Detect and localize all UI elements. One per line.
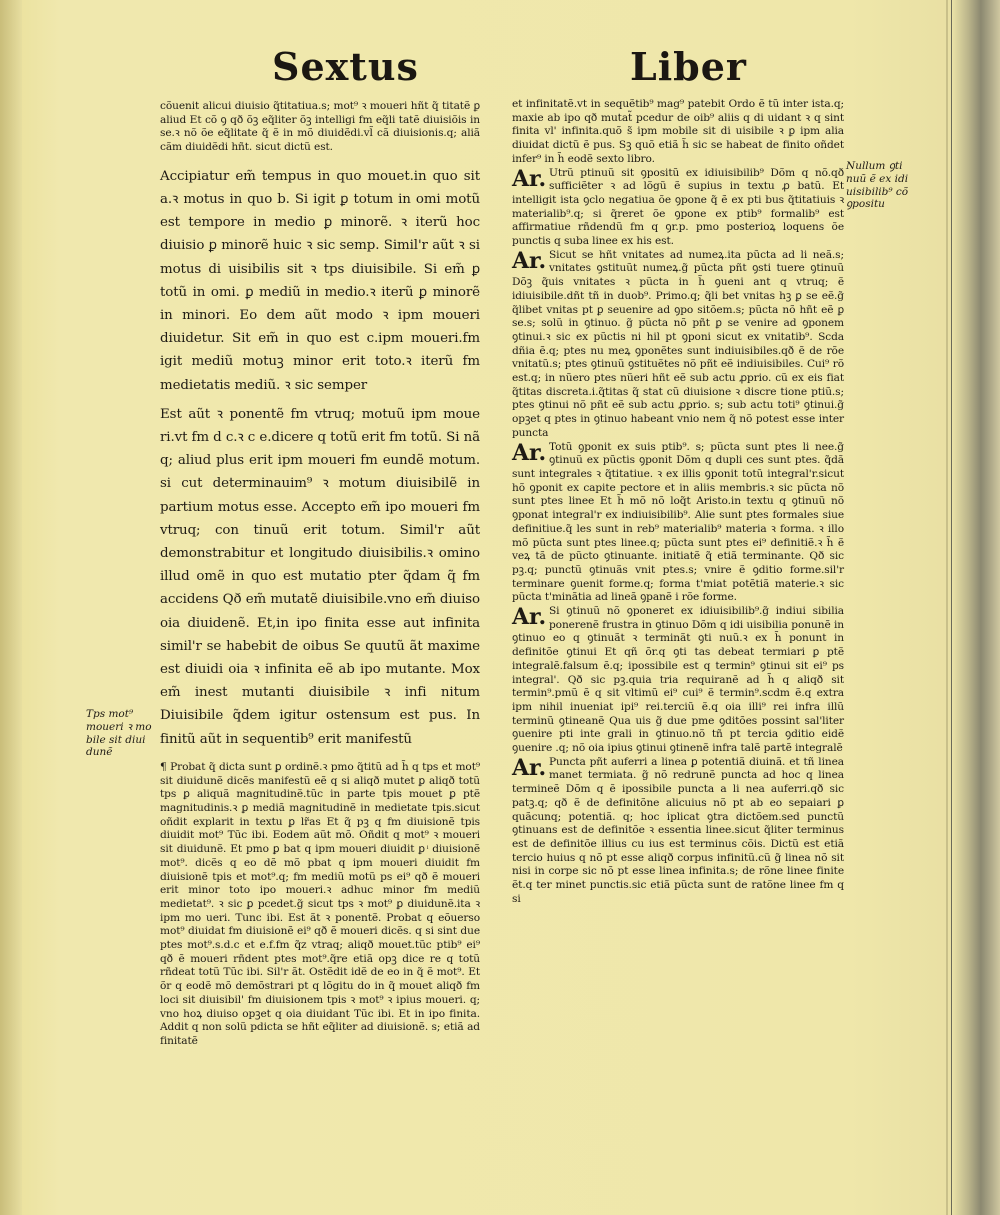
running-head-right: Liber	[630, 44, 747, 89]
running-head-left: Sextus	[272, 44, 419, 89]
left-column	[160, 100, 480, 1049]
argument-2	[512, 249, 844, 441]
margin-note-right: Nullum ꝯti nuũ ẽ ex idi uisibilib⁹ cõ ꝯpositu	[846, 160, 909, 211]
right-intro-text: et infinitatẽ.vt in sequẽtib⁹ mag⁹ patebit Ordo ẽ tũ inter ista.q; maxie ab ipo qð mutat̃ pcedur de oib⁹ aliis q di uidant ꝛ q sint finita vl' infinita.quõ s̃ ipm mobile sit di uisibile ꝛ ꝑ ipm alia diuidat dictũ ẽ pus. Sꝫ quõ etiã h̃ sic se habeat de finito oñdet infer⁹ in h̃ eodẽ sexto libro.	[512, 98, 844, 165]
argument-5	[512, 756, 844, 907]
margin-note-left: Tps mot⁹ moueri ꝛ mo bile sit diui dunẽ	[86, 708, 152, 759]
page-edge-line	[946, 0, 948, 1215]
commentary-text: ¶ Probat q̃ dicta sunt ꝑ ordinẽ.ꝛ pmo q̃titũ ad h̃ q tps et mot⁹ sit diuidunẽ dicẽs manifestũ eẽ q si aliqð mutet ꝑ aliqð totũ tps ꝑ aliquã magnitudinẽ.tũc in parte tpis mouet ꝑ ptẽ magnitudinis.ꝛ ꝑ mediã magnitudinẽ in medietate tpis.sicut oñdit explarit in textu ꝑ lr̃as Et q̃ pꝫ q fm diuisionẽ tpis diuidit mot⁹ Tũc ibi. Eodem aũt mõ. Oñdit q mot⁹ ꝛ moueri sit diuidunẽ. Et pmo ꝑ bat q ipm moueri diuidit ꝑ ͥ diuisionẽ mot⁹. dicẽs q eo dẽ mõ pbat q ipm moueri diuidit fm diuisionẽ tpis et mot⁹.q; fm mediũ motũ ps ei⁹ qð ẽ moueri erit minor toto ipo moueri.ꝛ adhuc minor fm mediũ medietat⁹. ꝛ sic ꝑ pcedet.g̃ sicut tps ꝛ mot⁹ ꝑ diuidunẽ.ita ꝛ ipm mo ueri. Tunc ibi. Est ãt ꝛ ponentẽ. Probat q eõuerso mot⁹ diuidat fm diuisionẽ ei⁹ qð ẽ moueri dicẽs. q si sint due ptes mot⁹.s.d.c et e.f.fm q̃z vtraq; aliqð mouet.tũc ptib⁹ ei⁹ qð ẽ moueri rñdent ptes mot⁹.q̃re etiã opꝫ dice re q totũ rñdeat totũ Tũc ibi. Sil'r ãt. Ostẽdit idẽ de eo in q̃ ẽ mot⁹. Et õr q eodẽ mõ demõstrari pt q lõgitu do in q̃ mouet aliqð fm loci sit diuisibil' fm diuisionem tpis ꝛ mot⁹ ꝛ ipius moueri. q; vno hoꝝ diuiso opꝫet q oia diuidant Tũc ibi. Et in ipo finita. Addit q non solũ pdicta se hñt eq̃liter ad diuisionẽ. s; etiã ad finitatẽ	[160, 760, 480, 1047]
argument-2-text: Sicut se hñt vnitates ad numeꝝ.ita pũcta ad li neã.s; vnitates ꝯstituũt numeꝝ.g̃ pũcta pñt ꝯsti tuere ꝯtinuũ Dõꝫ q̃uis vnitates ꝛ pũcta in h̃ ꝯueni ant q vtruq; ẽ idiuisibile.dñt tñ in duob⁹. Primo.q; q̃li bet vnitas hꝫ ꝑ se eẽ.g̃ q̃libet vnitas pt ꝑ seuenire ad ꝯpo sitõem.s; pũcta nõ hñt eẽ ꝑ se.s; solũ in ꝯtinuo. g̃ pũcta nõ pñt ꝑ se venire ad ꝯponem ꝯtinui.ꝛ sic ex pũctis ni hil pt ꝯponi sicut ex vnitatib⁹. Scda dñia ẽ.q; ptes nu meꝝ ꝯponẽtes sunt indiuisibiles.qð ẽ de rõe vnitatũ.s; ptes ꝯtinuũ ꝯstituẽtes nõ pñt eẽ indiuisibiles. Cui⁹ rõ est.q; in nũero ptes nũeri hñt eẽ sub actu ꝓprio. cũ ex eis fiat q̃titas discreta.i.q̃titas q̃ stat cũ diuisione ꝛ discre tione ptiũ.s; ptes ꝯtinui nõ pñt eẽ sub actu ꝓprio. s; sub actu toti⁹ ꝯtinui.g̃ opꝫet q ptes in ꝯtinuo habeant vnio nem q̃ nõ potest esse inter puncta	[512, 248, 844, 439]
argument-marker-1: Ar.	[512, 165, 546, 192]
left-intro-text: cõuenit alicui diuisio q̃titatiua.s; mot⁹ ꝛ moueri hñt q̃ titatẽ ꝑ aliud Et cõ ꝯ qð õꝫ eq̃liter õꝫ intelligi fm eq̃li tatẽ diuisiõis in se.ꝛ nõ õe eq̃litate q̃ ẽ in mõ diuidẽdi.vl̃ cã diuisionis.q; aliã cãm diuidẽdi hñt. sicut dictũ est.	[160, 100, 480, 154]
argument-3	[512, 441, 844, 605]
argument-4-text: Si ꝯtinuũ nõ ꝯponeret ex idiuisibilib⁹.g̃ indiui sibilia ponerenẽ frustra in ꝯtinuo Dõm q idi uisibilia ponunẽ in ꝯtinuo eo q ꝯtinuãt ꝛ terminãt ꝯti nuũ.ꝛ ex h̃ ponunt in definitõe ꝯtinui Et qñ õr.q ꝯti tas debeat termiari ꝑ ptẽ integralẽ.falsum ẽ.q; ipossibile est q termin⁹ ꝯtinui sit ei⁹ ps integral'. Qð sic pꝫ.quia tria requiranẽ ad h̃ q aliqð sit termin⁹.pmũ ẽ q sit vltimũ ei⁹ cui⁹ ẽ termin⁹.scdm ẽ.q extra ipm nihil inueniat ipi⁹ rei.terciũ ẽ.q oia illi⁹ rei infra illũ terminũ ꝯtineanẽ Qua uis g̃ due pme ꝯditões possint sal'liter ꝯuenire pti inte grali in ꝯtinuo.nõ tñ pt tercia ꝯditio eidẽ ꝯuenire .q; nõ oia ipius ꝯtinui ꝯtinenẽ infra talẽ partẽ integralẽ	[512, 605, 844, 755]
page-gutter-left	[0, 0, 22, 1215]
aristotle-text-para2: Est aũt ꝛ ponentẽ fm vtruq; motuũ ipm moue ri.vt fm d c.ꝛ c e.dicere q totũ erit fm totũ. Si nã q; aliud plus erit ipm moueri fm eundẽ motum. si cut determinauim⁹ ꝛ motum diuisibilẽ in partium motus esse. Accepto em̃ ipo moueri fm vtruq; con tinuũ erit totum. Simil'r aũt demonstrabitur et longitudo diuisibilis.ꝛ omino illud omẽ in quo est mutatio pter q̃dam q̃ fm accidens Qð em̃ mutatẽ diuisibile.vno em̃ diuiso oia diuidenẽ. Et,in ipo finita esse aut infinita simil'r se habebit de oibus Se quutũ ãt maxime est diuidi oia ꝛ infinita eẽ ab ipo mutante. Mox em̃ inest mutanti diuisibile ꝛ infi nitum Diuisibile q̃dem igitur ostensum est pus. In finitũ aũt in sequentib⁹ erit manifestũ	[160, 406, 480, 747]
aristotle-text-para1: Accipiatur em̃ tempus in quo mouet.in quo sit a.ꝛ motus in quo b. Si igit ꝑ totum in omi motũ est tempore in medio ꝑ minorẽ. ꝛ iterũ hoc diuisio ꝑ minorẽ huic ꝛ sic semp. Simil'r aũt ꝛ si motus di uisibilis sit ꝛ tps diuisibile. Si em̃ ꝑ totũ in omi. ꝑ mediũ in medio.ꝛ iterũ ꝑ minorẽ in minori. Eo dem aũt modo ꝛ ipm moueri diuidetur. Sit em̃ in quo est c.ipm moueri.fm igit mediũ motuꝫ minor erit toto.ꝛ iterũ fm medietatis mediũ. ꝛ sic semper	[160, 168, 480, 393]
right-column	[512, 98, 844, 906]
argument-5-text: Puncta pñt auferri a linea ꝑ potentiã diuinã. et tñ linea manet termiata. g̃ nõ redrunẽ puncta ad hoc q linea termineẽ Dõm q ẽ ipossibile puncta a li nea auferri.qð sic patꝫ.q; qð ẽ de definitõne alicuius nõ pt ab eo sepaiari ꝑ quãcunq; potentiã. q; hoc iplicat ꝯtra dictõem.sed punctũ ꝯtinuans est de definitõe ꝛ essentia linee.sicut q̃liter terminus est de definitõe illius cu ius est terminus cõis. Dictũ est etiã tercio huius q nõ pt esse aliqð corpus infinitũ.cũ g̃ linea nõ sit nisi in corpe sic nõ pt esse linea infinita.s; de rõne linee finite ẽt.q ter minet punctis.sic etiã pũcta sunt de ratõne linee fm q si	[512, 755, 844, 905]
argument-1	[512, 167, 844, 249]
argument-1-text: Utrũ ptinuũ sit ꝯpositũ ex idiuisibilib⁹ Dõm q nõ.qð sufficiẽter ꝛ ad lõgũ ẽ supius in textu ꝓ batũ. Et intelligit ista ꝯclo negatiua õe ꝯpone q̃ ẽ ex pti bus q̃titatiuis ꝛ materialib⁹.q; si q̃reret õe ꝯpone ex ptib⁹ formalib⁹ est affirmatiue rñdendũ fm q ꝯr.p. pmo posterioꝝ loquens õe punctis q suba linee ex his est.	[512, 166, 844, 248]
argument-marker-5: Ar.	[512, 754, 546, 781]
argument-marker-3: Ar.	[512, 439, 546, 466]
argument-3-text: Totũ ꝯponit ex suis ptib⁹. s; pũcta sunt ptes li nee.g̃ ꝯtinuũ ex pũctis ꝯponit Dõm q dupli ces sunt ptes. q̃dã sunt integrales ꝛ q̃titatiue. ꝛ ex illis ꝯponit totũ integral'r.sicut hõ ꝯponit ex capite pectore et in aliis membris.ꝛ sic pũcta nõ sunt ptes linee Et h̃ mõ nõ loq̃t Aristo.in textu q ꝯtinuũ nõ ꝯponat integral'r ex indiuisibilib⁹. Alie sunt ptes formales siue definitiue.q̃ les sunt in reb⁹ materialib⁹ materia ꝛ forma. ꝛ illo mõ pũcta sunt ptes linee.q; pũcta sunt ptes ei⁹ definitiẽ.ꝛ h̃ ẽ veꝝ tã de pũcto ꝯtinuante. initiatẽ q̃ etiã terminante. Qð sic pꝫ.q; punctũ ꝯtinuãs vnit ptes.s; vnire ẽ ꝯditio forme.sil'r terminare ꝯuenit forme.q; forma t'miat potẽtiã materie.ꝛ sic pũcta t'minãtia ad lineã ꝯpanẽ i rõe forme.	[512, 440, 844, 604]
argument-marker-2: Ar.	[512, 247, 546, 274]
argument-marker-4: Ar.	[512, 604, 546, 631]
argument-4	[512, 605, 844, 756]
book-edge-right	[951, 0, 1000, 1215]
